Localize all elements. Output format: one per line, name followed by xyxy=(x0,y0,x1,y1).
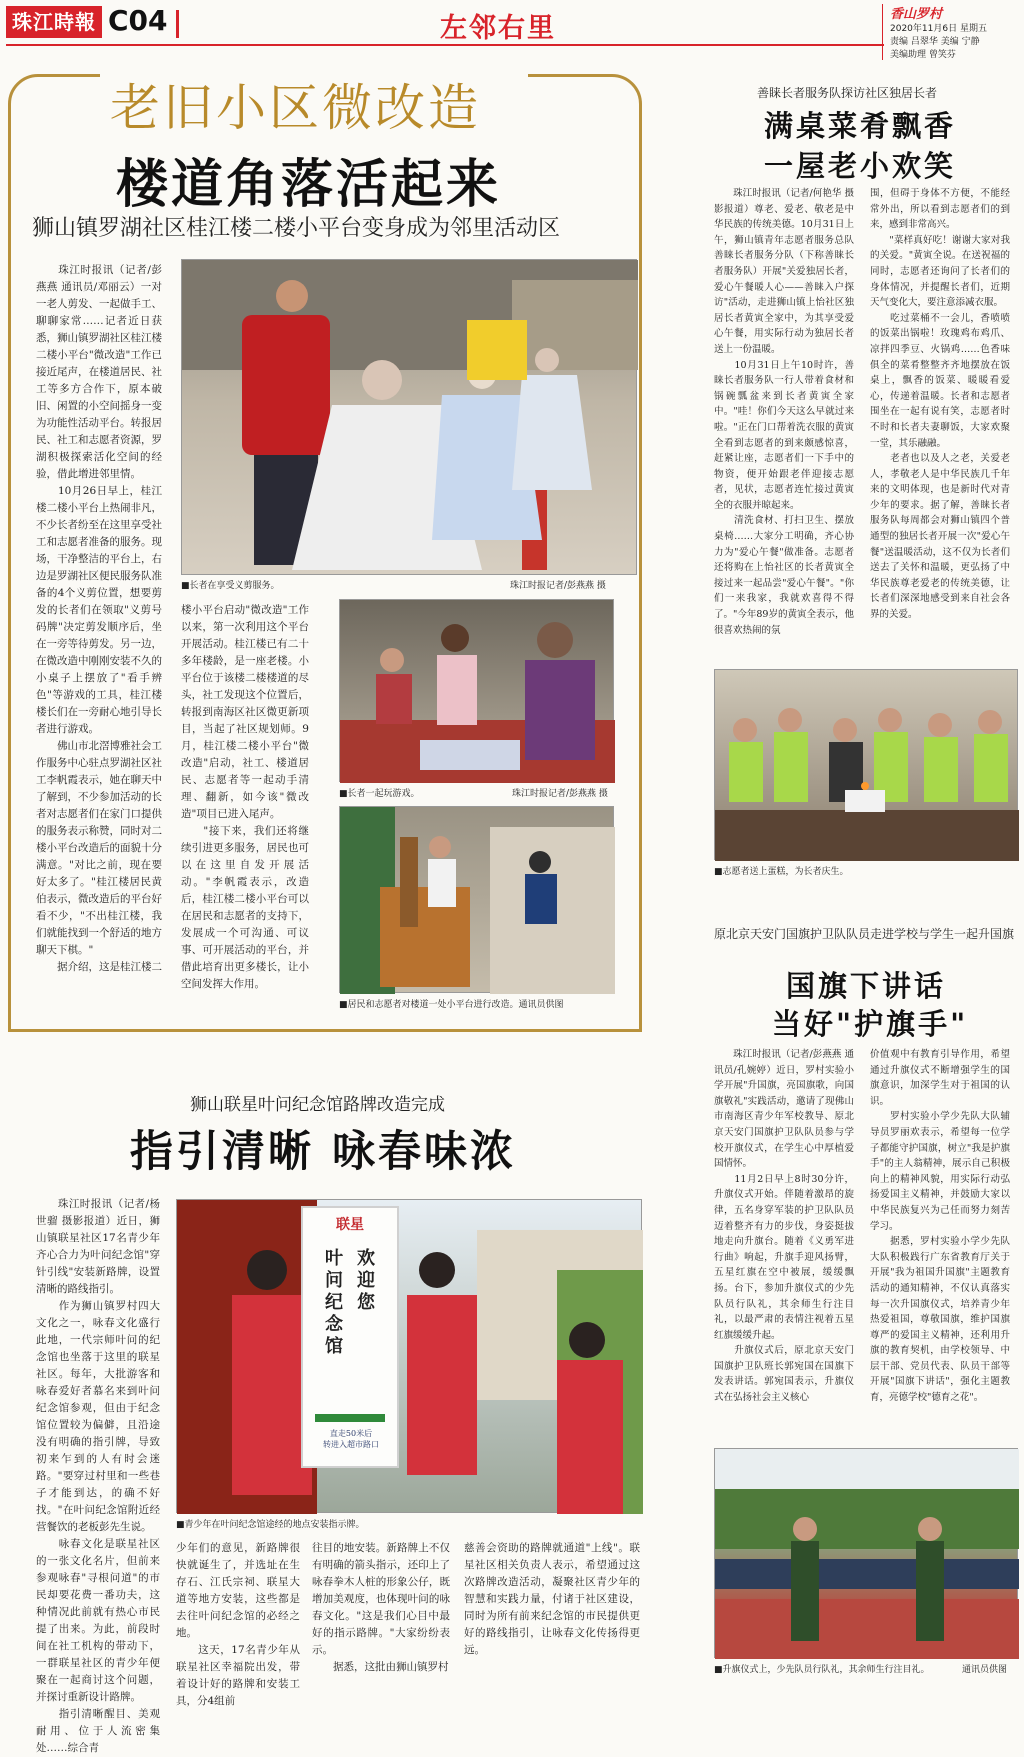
story1-photo-haircut xyxy=(181,259,637,575)
story4-column-2: 少年们的意见，新路牌很快就诞生了，并选址在生存石、江氏宗祠、联星大道等地方安装，这些都是去往叶问纪念馆的必经之地。 这天，17名青少年从联星社区幸福院出发，带着设计好的路牌和安装工具，分4组前 xyxy=(176,1542,300,1707)
renovation-scene-illustration xyxy=(340,807,615,994)
story4-column-3: 往目的地安装。新路牌上不仅有明确的箭头指示，还印上了咏春拳木人桩的形象公仔，既增加美观度，也体现叶问的咏春文化。"这是我们心目中最好的指示路牌。"大家纷纷表示。 据悉，这批由狮山镇罗村 xyxy=(312,1542,450,1673)
masthead-text: 珠江時報 xyxy=(12,10,96,34)
story3-column-1: 珠江时报讯（记者/彭燕燕 通讯员/孔婉婷）近日，罗村实验小学开展"升国旗，亮国旗歌，向国旗敬礼"实践活动，邀请了现佛山市南海区青少年军校教导、原北京天安门国旗护卫队队员参与学校开旗仪式，在学生心中厚植爱国情怀。 11月2日早上8时30分许，升旗仪式开始。伴随着激昂的旋律，五名身穿军装的护卫队队员迈着整齐有力的步伐，身姿挺拔地走向升旗台。随着《义勇军进行曲》响起，升旗手迎风扬臂，五星红旗在空中被展，缓缓飘扬。台下，参加升旗仪式的少先队员行队礼，其余师生行注目礼，以最严肃的表情注视着五星红旗缓缓升起。 升旗仪式后，原北京天安门国旗护卫队班长郭宛国在国旗下发表讲话。郭宛国表示，升旗仪式在弘扬社会主义核心 xyxy=(714,1049,854,1404)
story2-title-line-1: 满桌菜肴飘香 xyxy=(764,109,957,143)
header-divider xyxy=(176,10,179,38)
sign-directions: 直走50米后 转进入超市路口 xyxy=(323,1429,379,1449)
story1-photo1-caption: ■长者在享受义剪服务。 xyxy=(181,581,280,591)
editors-line-2: 美编助理 曾笑芬 xyxy=(890,50,956,60)
story1-column-2: 楼小平台启动"微改造"工作以来，第一次利用这个平台开展活动。桂江楼已有二十多年楼龄，是一座老楼。小平台位于该楼二楼楼道的尽头，社工发现这个位置后，转报到南海区社区微更新项目，当起了社区规划师。9月，桂江楼二楼小平台"微改造"启动，社工、楼道居民、志愿者等一起动手清理、翻新，如今该"微改造"项目已进入尾声。 "接下来，我们还将继续引进更多服务，居民也可以在这里自发开展活动。"李帆霞表示，改造后，桂江楼二楼小平台可以在居民和志愿者的支持下，发展成一个可沟通、可议事、可开展活动的平台，并借此培育出更多楼长，让小空间发挥大作用。 xyxy=(181,604,309,990)
story4-photo-signpost xyxy=(176,1199,642,1513)
story2-column-2: 围，但碍于身体不方便，不能经常外出，所以看到志愿者们的到来，感到非常高兴。 "菜样真好吃！谢谢大家对我的关爱。"黄寅全说。在送祝福的同时，志愿者还询问了长者们的身体情况，并提醒长者们，近期天气变化大，要注意添减衣服。 吃过菜桶不一会儿，香喷喷的饭菜出锅啦！玫瑰鸡布鸡爪、凉拌四季豆、火锅鸡……色香味俱全的菜肴整整齐齐地摆放在饭桌上，飘香的饭菜、暖暖看爱心，传递着温暖。长者和志愿者围坐在一起有说有笑，志愿者时不时和长者夫妻聊饭，大家欢聚一堂，其乐融融。 老者也以及人之老，关爱老人，孝敬老人是中华民族几千年来的文明体现，也是新时代对青少年的要求。据了解，善睐长者服务队每周都会对狮山镇四个普通型的独居长者开展一次"爱心午餐"送温暖活动，这不仅为长者们送去了关怀和温暖，更弘扬了中华民族尊老爱老的传统美德，让长者们深深地感受到来自社会各界的关爱。 xyxy=(870,188,1010,621)
sign-welcome: 欢迎您 xyxy=(357,1248,375,1313)
sign-museum-name: 叶问纪念馆 xyxy=(325,1248,343,1357)
header-right-divider xyxy=(882,4,883,60)
story3-title-line-1: 国旗下讲话 xyxy=(786,969,947,1003)
story3-photo-flag-ceremony xyxy=(714,1448,1018,1658)
story1-title: 楼道角落活起来 xyxy=(116,154,502,215)
story1-column-1: 珠江时报讯（记者/彭燕燕 通讯员/邓丽云）一对一老人剪发、一起做手工、聊聊家常……记者近日获悉，狮山镇罗湖社区桂江楼二楼小平台"微改造"工作已接近尾声，在楼道居民、社工等多方合作下，原本破旧、闲置的小空间摇身一变为功能性活动平台。转报居民、社工和志愿者资源，罗湖积极探索活化空间的经验，借此增进邻里情。 10月26日早上，桂江楼二楼小平台上热闹非凡，不少长者纷至在这里享受社工和志愿者准备的服务。现场，干净整洁的平台上，右边是罗湖社区便民服务队准备的4个义剪位置，想要剪发的长者们在领取"义剪号码牌"决定剪发顺序后，坐在一旁等待剪发。另一边，在微改造中刚刚安装不久的小桌子上摆放了"看手辨色"等游戏的工具，桂江楼楼长们在一旁耐心地引导长者进行游戏。 佛山市北滘博雅社会工作服务中心驻点罗湖社区社工李帆霞表示，她在聊天中了解到，不少参加活动的长者对志愿者们在家门口提供的服务表示称赞，同时对二楼小平台改造后的面貌十分满意。"对比之前，现在要好太多了。"桂江楼居民黄伯表示，微改造后的平台好看不少，"不出桂江楼，我们就能找到一个舒适的地方聊天下棋。" 据介绍，这是桂江楼二 xyxy=(36,264,162,973)
story2-column-1: 珠江时报讯（记者/何艳华 摄影报道）尊老、爱老、敬老是中华民族的传统美德。10月31日上午，狮山镇青年志愿者服务总队善睐长者服务分队（下称善睐长者服务队）开展"关爱独居长者，爱心午餐暖人心——善睐入户探访"活动，走进狮山镇上怡社区独居长者黄寅全家中，为其享受爱心午餐，用实际行动为独居长者送上一份温暖。 10月31日上午10时许，善睐长者服务队一行人带着食材和锅碗瓢盆来到长者黄寅全家中。"哇！你们今天这么早就过来啦。"正在门口帮着洗衣服的黄寅全看到志愿者的到来颇感惊喜，赶紧让座，志愿者们一下手中的物资，便开始跟老伴迎接志愿者，见状，志愿者连忙接过黄寅全的衣服并晾起来。 清洗食材、打扫卫生、摆放桌椅……大家分工明确，齐心协力为"爱心午餐"做准备。志愿者还将购在上怡社区的长者黄寅全接过来一起品尝"爱心午餐"。"你们一来我家，我就欢喜得不得了。"今年89岁的黄寅全表示，他很喜欢热闹的氛 xyxy=(714,188,854,636)
signpost-scene-illustration xyxy=(177,1200,643,1514)
story2-kicker: 善睐长者服务队探访社区独居长者 xyxy=(757,86,938,100)
story4-column-4: 慈善会资助的路牌就通道"上线"。联星社区相关负责人表示，希望通过这次路牌改造活动，凝聚社区青少年的智慧和实践力量，付诸于社区建设，同时为所有前来纪念馆的市民提供更好的路线指引，让咏春文化传扬得更远。 xyxy=(464,1542,640,1656)
flag-ceremony-illustration xyxy=(715,1449,1019,1659)
story4-photo-caption: ■青少年在叶问纪念馆途经的地点安装指示牌。 xyxy=(176,1520,365,1530)
section-title: 左邻右里 xyxy=(440,13,556,44)
game-scene-illustration xyxy=(340,600,615,783)
story2-photo-caption: ■志愿者送上蛋糕，为长者庆生。 xyxy=(714,867,849,877)
story4-title: 指引清晰 咏春味浓 xyxy=(130,1127,516,1177)
story3-kicker: 原北京天安门国旗护卫队队员走进学校与学生一起升国旗 xyxy=(714,927,1015,941)
sub-brand: 香山罗村 xyxy=(890,7,943,22)
story4-column-1: 珠江时报讯（记者/杨世骝 摄影报道）近日，狮山镇联星社区17名青少年齐心合力为叶问纪念馆"穿针引线"安装新路牌，设置清晰的路线指引。 作为狮山镇罗村四大文化之一，咏春文化盛行此地，一代宗师叶问的纪念馆也坐落于这里的联星社区。每年，大批游客和咏春爱好者慕名来到叶问纪念馆参观，但由于纪念馆位置较为偏僻，且沿途没有明确的指引牌，导致初来乍到的人有时会迷路。"要穿过村里和一些巷子才能到达，的确不好找。"在叶问纪念馆附近经营餐饮的老板彭先生说。 咏春文化是联星社区的一张文化名片，但前来参观咏春"寻根问道"的市民却要花费一番功夫，这种情况此前就有热心市民提了出来。为此，前段时间在社工机构的带动下，一群联星社区的青少年便聚在一起商讨这个问题，并探讨重新设计路牌。 指引清晰醒目、美观耐用、位于人流密集处……综合青 xyxy=(36,1198,160,1754)
haircut-scene-illustration xyxy=(182,260,638,576)
story3-photo-caption: ■升旗仪式上，少先队员行队礼，其余师生行注目礼。 xyxy=(714,1665,930,1675)
story1-photo3-caption: ■居民和志愿者对楼道一处小平台进行改造。通讯员供图 xyxy=(339,1000,564,1010)
page-number: C04 xyxy=(108,4,168,37)
story2-photo-birthday xyxy=(714,669,1018,860)
story1-photo2-credit: 珠江时报记者/彭燕燕 摄 xyxy=(512,789,608,799)
story3-column-2: 价值观中有教育引导作用，希望通过升旗仪式不断增强学生的国旗意识，加深学生对于祖国的认识。 罗村实验小学少先队大队辅导员罗丽欢表示，希望每一位学子都能守护国旗，树立"我是护旗手"的主人翁精神，展示自己积极向上的精神风貌，用实际行动弘扬爱国主义精神，并鼓励大家以中华民族复兴为己任而努力刻苦学习。 据悉，罗村实验小学少先队大队积极践行广东省教育厅关于开展"我为祖国升国旗"主题教育活动的通知精神，不仅认真落实每一次升国旗仪式，培养青少年热爱祖国，尊敬国旗，维护国旗尊严的爱国主义精神，还利用升旗的教育契机，由学校领导、中层干部、党员代表、队员干部等开展"国旗下讲话"，强化主题教育，亮德学校"德育之花"。 xyxy=(870,1049,1010,1404)
story1-photo-game xyxy=(339,599,614,782)
birthday-scene-illustration xyxy=(715,670,1019,861)
date-line: 2020年11月6日 星期五 xyxy=(890,24,987,34)
story1-subtitle: 狮山镇罗湖社区桂江楼二楼小平台变身成为邻里活动区 xyxy=(32,216,561,241)
sign-arrow-icon xyxy=(315,1414,385,1422)
masthead-logo xyxy=(6,6,102,38)
sign-brand: 联星 xyxy=(336,1217,364,1233)
story4-kicker: 狮山联星叶问纪念馆路牌改造完成 xyxy=(190,1095,445,1115)
story1-photo1-credit: 珠江时报记者/彭燕燕 摄 xyxy=(510,581,606,591)
story1-kicker: 老旧小区微改造 xyxy=(110,79,481,137)
story3-title-line-2: 当好"护旗手" xyxy=(772,1007,969,1041)
header-rule-left xyxy=(6,44,884,46)
editors-line-1: 责编 吕翠华 美编 宁静 xyxy=(890,37,980,47)
story1-photo2-caption: ■长者一起玩游戏。 xyxy=(339,789,420,799)
story2-title-line-2: 一屋老小欢笑 xyxy=(764,149,957,183)
memorial-sign-board xyxy=(301,1206,399,1468)
story3-photo-credit: 通讯员供图 xyxy=(962,1665,1008,1675)
story1-photo-renovation xyxy=(339,806,614,993)
